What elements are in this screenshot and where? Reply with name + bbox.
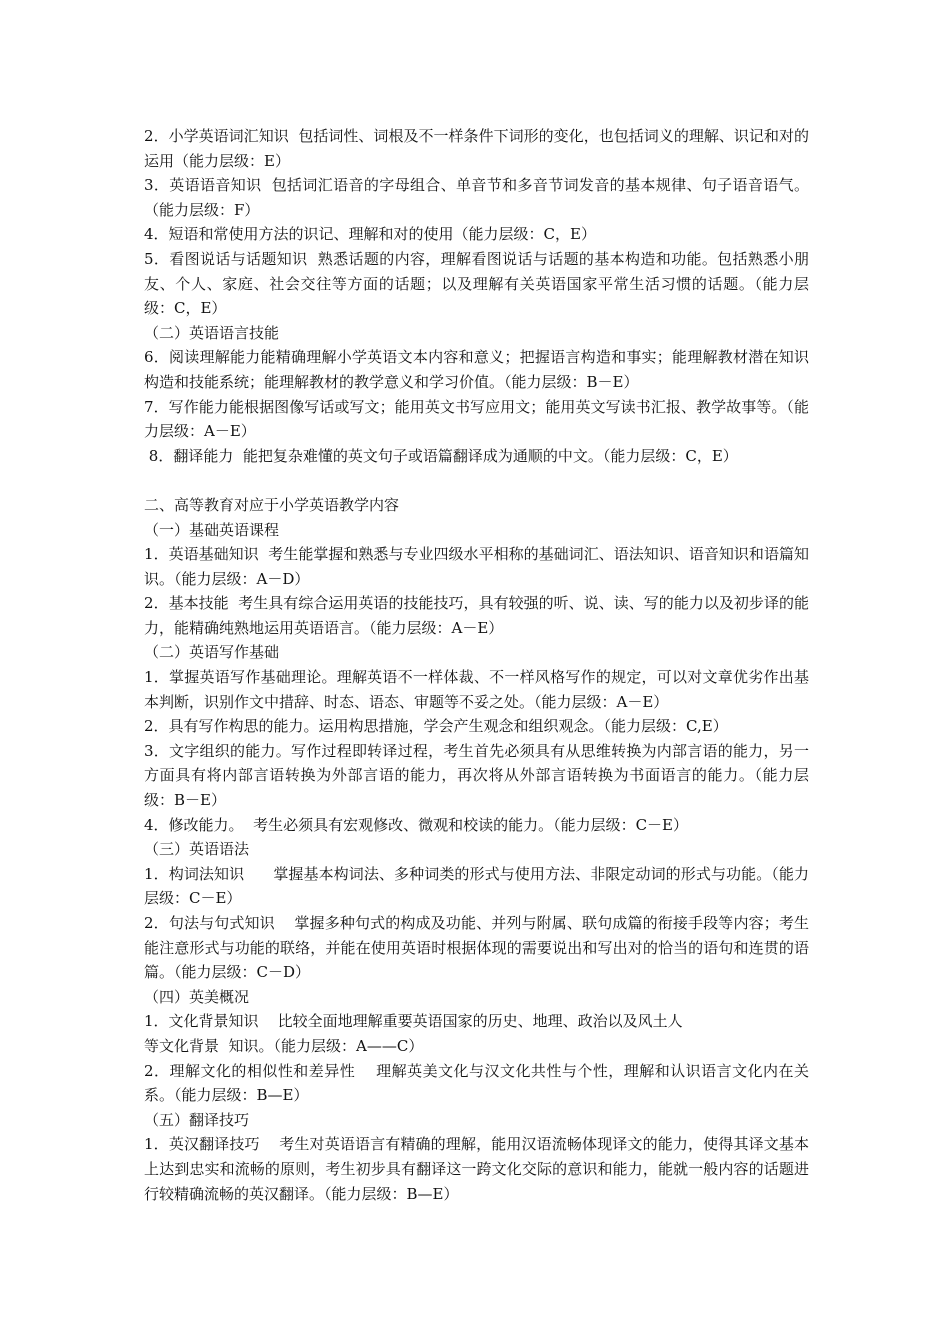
heading-anglo-american-survey: （四）英美概况 bbox=[144, 987, 250, 1006]
heading-basic-english: （一）基础英语课程 bbox=[144, 520, 280, 539]
heading-writing-basics: （二）英语写作基础 bbox=[144, 643, 280, 662]
paragraph-writing: 7．写作能力能根据图像写话或写文；能用英文书写应用文；能用英文写读书汇报、教学故事等。（能力层级：A－E） bbox=[144, 397, 809, 441]
document-body bbox=[144, 124, 809, 1206]
paragraph-basic-knowledge: 1．英语基础知识 考生能掌握和熟悉与专业四级水平相称的基础词汇、语法知识、语音知识和语篇知识。（能力层级：A－D） bbox=[144, 545, 809, 588]
paragraph-cultural-similarity: 2．理解文化的相似性和差异性 理解英美文化与汉文化共性与个性，理解和认识语言文化内在关系。（能力层级：B—E） bbox=[144, 1061, 809, 1105]
paragraph-word-formation: 1．构词法知识 掌握基本构词法、多种词类的形式与使用方法、非限定动词的形式与功能。（能力层级：C－E） bbox=[144, 864, 809, 908]
blank-line bbox=[144, 468, 809, 493]
paragraph-revision: 4．修改能力。 考生必须具有宏观修改、微观和校读的能力。（能力层级：C－E） bbox=[144, 815, 689, 834]
paragraph-cultural-background: 1．文化背景知识 比较全面地理解重要英语国家的历史、地理、政治以及风土人 bbox=[144, 1012, 683, 1031]
paragraph-syntax: 2．句法与句式知识 掌握多种句式的构成及功能、并列与附属、联句成篇的衔接手段等内容；考生能注意形式与功能的联络，并能在使用英语时根据体现的需要说出和写出对的恰当的语句和连贯的语篇。（能力层级：C－D） bbox=[144, 914, 809, 982]
paragraph-phonetics-knowledge: 3．英语语音知识 包括词汇语音的字母组合、单音节和多音节词发音的基本规律、句子语音语气。（能力层级：F） bbox=[144, 176, 809, 219]
paragraph-en-zh-translation: 1．英汉翻译技巧 考生对英语语言有精确的理解，能用汉语流畅体现译文的能力，使得其译文基本上达到忠实和流畅的原则，考生初步具有翻译这一跨文化交际的意识和能力，能就一般内容的话题进行较精确流畅的英汉翻译。（能力层级：B—E） bbox=[144, 1135, 809, 1203]
paragraph-vocab-knowledge: 2．小学英语词汇知识 包括词性、词根及不一样条件下词形的变化，也包括词义的理解、识记和对的运用（能力层级：E） bbox=[144, 127, 809, 170]
paragraph-translation: 8．翻译能力 能把复杂难懂的英文句子或语篇翻译成为通顺的中文。（能力层级：C，E） bbox=[144, 446, 738, 465]
paragraph-writing-conception: 2．具有写作构思的能力。运用构思措施，学会产生观念和组织观念。（能力层级：C,E） bbox=[144, 717, 728, 736]
paragraph-picture-talk: 5．看图说话与话题知识 熟悉话题的内容，理解看图说话与话题的基本构造和功能。包括熟悉小朋友、个人、家庭、社会交往等方面的话题；以及理解有关英语国家平常生活习惯的话题。（能力层级：C，E） bbox=[144, 249, 809, 318]
heading-higher-education: 二、高等教育对应于小学英语教学内容 bbox=[144, 495, 400, 514]
heading-translation-skills: （五）翻译技巧 bbox=[144, 1110, 250, 1129]
paragraph-basic-skills: 2．基本技能 考生具有综合运用英语的技能技巧，具有较强的听、说、读、写的能力以及初步译的能力，能精确纯熟地运用英语语言。（能力层级：A－E） bbox=[144, 594, 809, 637]
paragraph-writing-theory: 1．掌握英语写作基础理论。理解英语不一样体裁、不一样风格写作的规定，可以对文章优劣作出基本判断，识别作文中措辞、时态、语态、审题等不妥之处。（能力层级：A－E） bbox=[144, 668, 809, 711]
paragraph-cultural-background-cont: 等文化背景 知识。（能力层级：A——C） bbox=[144, 1036, 424, 1055]
paragraph-text-organization: 3．文字组织的能力。写作过程即转译过程，考生首先必须具有从思维转换为内部言语的能力，另一方面具有将内部言语转换为外部言语的能力，再次将从外部言语转换为书面语言的能力。（能力层级：B－E） bbox=[144, 741, 809, 810]
paragraph-reading: 6．阅读理解能力能精确理解小学英语文本内容和意义；把握语言构造和事实；能理解教材潜在知识构造和技能系统；能理解教材的教学意义和学习价值。（能力层级：B－E） bbox=[144, 348, 809, 391]
paragraph-phrases: 4．短语和常使用方法的识记、理解和对的使用（能力层级：C，E） bbox=[144, 225, 596, 244]
heading-language-skills: （二）英语语言技能 bbox=[144, 323, 280, 342]
heading-grammar: （三）英语语法 bbox=[144, 840, 250, 859]
